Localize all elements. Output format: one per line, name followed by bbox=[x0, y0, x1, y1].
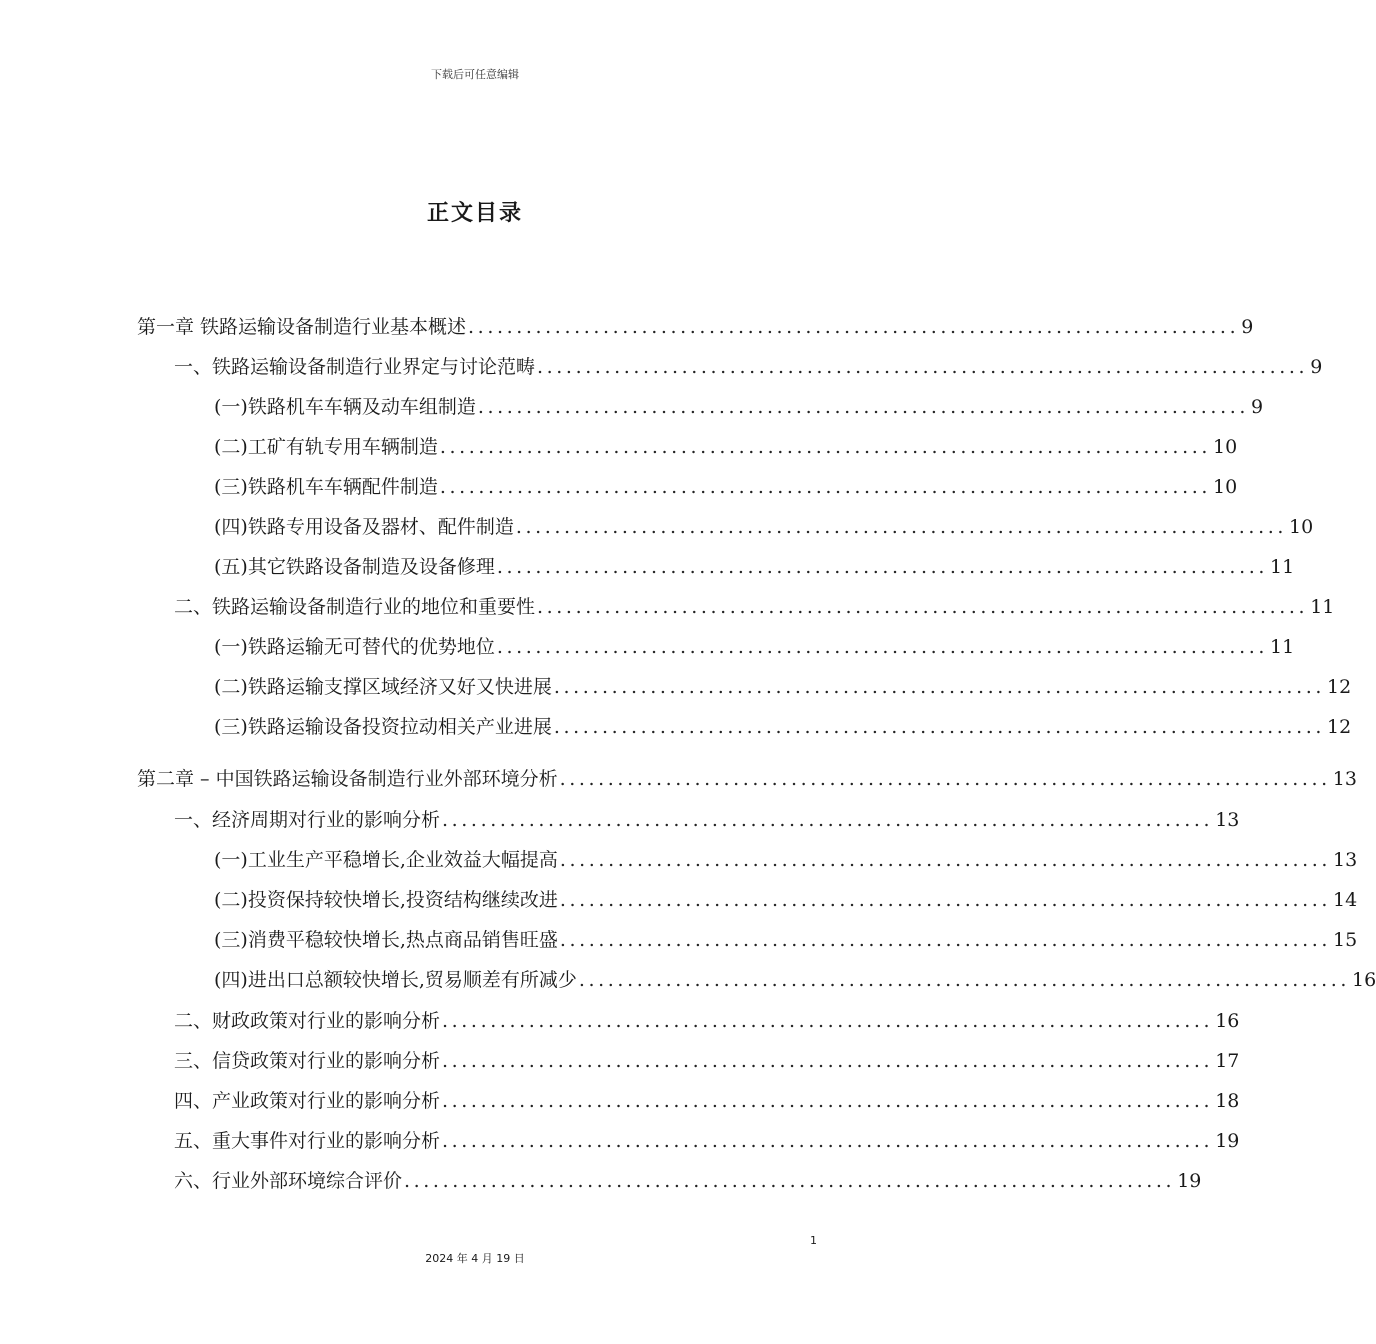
toc-entry-label: 五、重大事件对行业的影响分析 bbox=[174, 1130, 441, 1152]
header-note: 下载后可任意编辑 bbox=[431, 68, 519, 81]
toc-entry-label: (二)投资保持较快增长,投资结构继续改进 bbox=[214, 889, 558, 911]
toc-leader-dots: ................................................................................ bbox=[559, 849, 1332, 871]
toc-entry-page: 11 bbox=[1270, 636, 1295, 658]
toc-entry-page: 15 bbox=[1333, 929, 1358, 951]
toc-leader-dots: ................................................................................ bbox=[442, 1010, 1214, 1032]
toc-entry-label: (四)铁路专用设备及器材、配件制造 bbox=[214, 516, 514, 538]
toc-entry-page: 13 bbox=[1333, 849, 1358, 871]
toc-entry-page: 10 bbox=[1213, 436, 1238, 458]
toc-leader-dots: ................................................................................ bbox=[559, 889, 1332, 911]
toc-entry-page: 16 bbox=[1352, 969, 1376, 991]
toc-entry-page: 13 bbox=[1215, 809, 1240, 831]
toc-leader-dots: ................................................................................ bbox=[404, 1170, 1176, 1192]
toc-entry-page: 9 bbox=[1310, 356, 1323, 378]
toc-entry-label: 一、铁路运输设备制造行业界定与讨论范畴 bbox=[174, 356, 536, 378]
toc-entry-page: 17 bbox=[1215, 1050, 1240, 1072]
footer-date: 2024 年 4 月 19 日 bbox=[425, 1252, 525, 1265]
toc-entry[interactable] bbox=[174, 805, 1240, 835]
toc-entry[interactable] bbox=[174, 1126, 1240, 1156]
toc-entry-label: (三)铁路机车车辆配件制造 bbox=[214, 476, 438, 498]
toc-leader-dots: ................................................................................ bbox=[442, 809, 1214, 831]
toc-entry[interactable] bbox=[137, 312, 1254, 342]
toc-entry-label: 第一章 铁路运输设备制造行业基本概述 bbox=[137, 316, 467, 338]
toc-entry[interactable] bbox=[214, 672, 1352, 702]
toc-entry-label: (四)进出口总额较快增长,贸易顺差有所减少 bbox=[214, 969, 577, 991]
toc-entry-label: 二、铁路运输设备制造行业的地位和重要性 bbox=[174, 596, 536, 618]
toc-leader-dots: ................................................................................ bbox=[477, 396, 1249, 418]
toc-entry[interactable] bbox=[137, 764, 1357, 794]
toc-entry-page: 13 bbox=[1332, 768, 1357, 790]
toc-leader-dots: ................................................................................ bbox=[515, 516, 1287, 538]
toc-entry[interactable] bbox=[174, 1046, 1240, 1076]
toc-leader-dots: ................................................................................ bbox=[468, 316, 1240, 338]
toc-entry[interactable] bbox=[214, 885, 1358, 915]
toc-entry[interactable] bbox=[214, 512, 1314, 542]
toc-leader-dots: ................................................................................ bbox=[578, 969, 1351, 991]
toc-entry-page: 12 bbox=[1327, 716, 1352, 738]
toc-entry-page: 19 bbox=[1215, 1130, 1240, 1152]
toc-entry-label: 第二章 – 中国铁路运输设备制造行业外部环境分析 bbox=[137, 768, 558, 790]
toc-leader-dots: ................................................................................ bbox=[442, 1130, 1214, 1152]
toc-leader-dots: ................................................................................ bbox=[559, 929, 1332, 951]
toc-entry-label: 二、财政政策对行业的影响分析 bbox=[174, 1010, 441, 1032]
toc-entry-page: 14 bbox=[1333, 889, 1358, 911]
toc-leader-dots: ................................................................................ bbox=[537, 356, 1309, 378]
toc-entry[interactable] bbox=[174, 1006, 1240, 1036]
toc-leader-dots: ................................................................................ bbox=[439, 436, 1211, 458]
toc-entry-page: 10 bbox=[1289, 516, 1314, 538]
toc-entry-label: 六、行业外部环境综合评价 bbox=[174, 1170, 403, 1192]
toc-leader-dots: ................................................................................ bbox=[442, 1050, 1214, 1072]
toc-entry-page: 9 bbox=[1251, 396, 1264, 418]
toc-leader-dots: ................................................................................ bbox=[496, 636, 1268, 658]
toc-entry-label: 三、信贷政策对行业的影响分析 bbox=[174, 1050, 441, 1072]
toc-entry[interactable] bbox=[174, 1086, 1240, 1116]
toc-entry[interactable] bbox=[214, 432, 1238, 462]
toc-entry[interactable] bbox=[174, 592, 1335, 622]
toc-entry[interactable] bbox=[214, 712, 1352, 742]
toc-entry[interactable] bbox=[174, 1166, 1202, 1196]
toc-leader-dots: ................................................................................ bbox=[439, 476, 1211, 498]
toc-entry[interactable] bbox=[214, 552, 1295, 582]
page-number: 1 bbox=[810, 1234, 817, 1247]
toc-leader-dots: ................................................................................ bbox=[553, 716, 1325, 738]
toc-entry-page: 18 bbox=[1215, 1090, 1240, 1112]
toc-entry-page: 9 bbox=[1241, 316, 1254, 338]
toc-leader-dots: ................................................................................ bbox=[553, 676, 1325, 698]
toc-entry-label: (一)铁路机车车辆及动车组制造 bbox=[214, 396, 476, 418]
toc-entry-label: (二)铁路运输支撑区域经济又好又快进展 bbox=[214, 676, 552, 698]
toc-entry[interactable] bbox=[214, 632, 1295, 662]
toc-entry[interactable] bbox=[214, 392, 1264, 422]
toc-entry[interactable] bbox=[214, 472, 1238, 502]
toc-entry-page: 19 bbox=[1177, 1170, 1202, 1192]
toc-entry-page: 10 bbox=[1213, 476, 1238, 498]
toc-entry-label: (五)其它铁路设备制造及设备修理 bbox=[214, 556, 495, 578]
toc-entry-label: (三)消费平稳较快增长,热点商品销售旺盛 bbox=[214, 929, 558, 951]
toc-entry[interactable] bbox=[214, 925, 1358, 955]
toc-title: 正文目录 bbox=[426, 201, 523, 226]
toc-leader-dots: ................................................................................ bbox=[496, 556, 1268, 578]
toc-entry-page: 11 bbox=[1310, 596, 1335, 618]
toc-entry-page: 11 bbox=[1270, 556, 1295, 578]
toc-entry-label: (二)工矿有轨专用车辆制造 bbox=[214, 436, 438, 458]
toc-entry[interactable] bbox=[174, 352, 1323, 382]
toc-entry[interactable] bbox=[214, 965, 1376, 995]
toc-entry-label: 四、产业政策对行业的影响分析 bbox=[174, 1090, 441, 1112]
toc-entry[interactable] bbox=[214, 845, 1358, 875]
toc-entry-label: 一、经济周期对行业的影响分析 bbox=[174, 809, 441, 831]
toc-leader-dots: ................................................................................ bbox=[559, 768, 1331, 790]
toc-entry-label: (三)铁路运输设备投资拉动相关产业进展 bbox=[214, 716, 552, 738]
toc-entry-label: (一)工业生产平稳增长,企业效益大幅提高 bbox=[214, 849, 558, 871]
toc-entry-page: 16 bbox=[1215, 1010, 1240, 1032]
toc-leader-dots: ................................................................................ bbox=[537, 596, 1309, 618]
toc-leader-dots: ................................................................................ bbox=[442, 1090, 1214, 1112]
toc-entry-label: (一)铁路运输无可替代的优势地位 bbox=[214, 636, 495, 658]
toc-entry-page: 12 bbox=[1327, 676, 1352, 698]
